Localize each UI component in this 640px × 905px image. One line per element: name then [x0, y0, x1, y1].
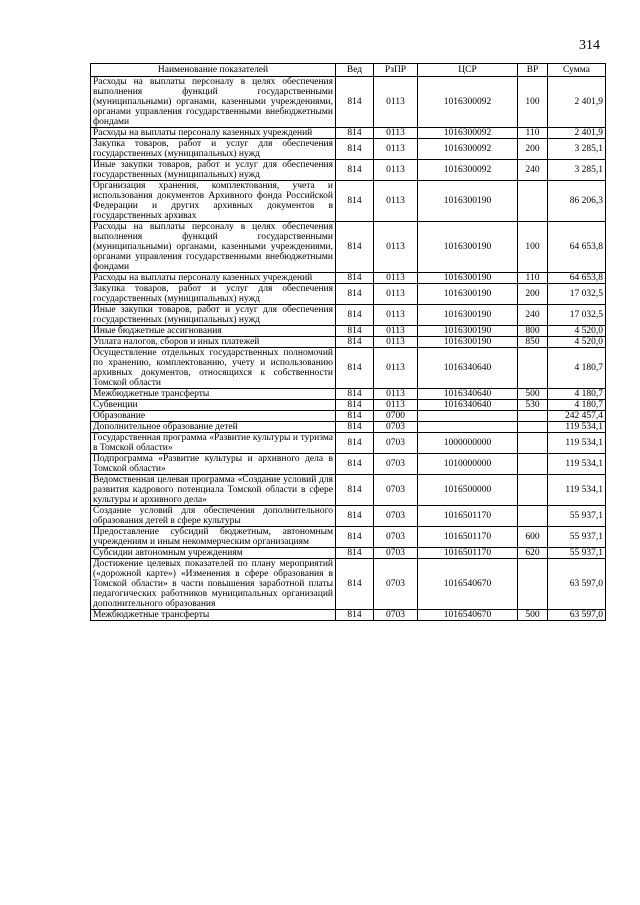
cell-csr: 1016500000 [418, 475, 518, 506]
cell-rzpr: 0113 [374, 128, 418, 139]
cell-vr [518, 506, 548, 527]
table-row [91, 422, 606, 433]
cell-name: Иные закупки товаров, работ и услуг для обеспечения государственных (муниципальных) нужд [91, 160, 336, 181]
cell-rzpr: 0113 [374, 389, 418, 400]
header-rzpr: РзПР [374, 64, 418, 77]
cell-ved: 814 [336, 284, 374, 305]
cell-ved: 814 [336, 506, 374, 527]
cell-ved: 814 [336, 128, 374, 139]
cell-rzpr: 0113 [374, 284, 418, 305]
cell-rzpr: 0703 [374, 506, 418, 527]
cell-vr: 240 [518, 160, 548, 181]
cell-csr: 1016300190 [418, 284, 518, 305]
page-number: 314 [579, 38, 600, 53]
cell-vr: 110 [518, 273, 548, 284]
table-row [91, 273, 606, 284]
cell-name: Иные закупки товаров, работ и услуг для обеспечения государственных (муниципальных) нужд [91, 305, 336, 326]
table-row [91, 389, 606, 400]
cell-sum: 2 401,9 [548, 128, 606, 139]
table-row [91, 548, 606, 559]
cell-ved: 814 [336, 559, 374, 610]
header-sum: Сумма [548, 64, 606, 77]
cell-ved: 814 [336, 548, 374, 559]
cell-rzpr: 0113 [374, 273, 418, 284]
cell-sum: 119 534,1 [548, 433, 606, 454]
cell-rzpr: 0113 [374, 181, 418, 222]
cell-csr: 1016300190 [418, 222, 518, 273]
cell-csr: 1016540670 [418, 559, 518, 610]
cell-ved: 814 [336, 160, 374, 181]
cell-vr: 200 [518, 284, 548, 305]
cell-sum: 119 534,1 [548, 454, 606, 475]
cell-sum: 63 597,0 [548, 610, 606, 621]
cell-ved: 814 [336, 326, 374, 337]
cell-name: Расходы на выплаты персоналу в целях обеспечения выполнения функций государственными (муниципальными) органами, казенными учреждениями, органами управления государственными внебюджетными фондами [91, 222, 336, 273]
table-row [91, 77, 606, 128]
cell-rzpr: 0703 [374, 433, 418, 454]
cell-rzpr: 0700 [374, 411, 418, 422]
header-ved: Вед [336, 64, 374, 77]
cell-name: Расходы на выплаты персоналу казенных учреждений [91, 128, 336, 139]
cell-ved: 814 [336, 337, 374, 348]
table-row [91, 610, 606, 621]
cell-name: Достижение целевых показателей по плану мероприятий («дорожной карте») «Изменения в сфере образования в Томской области» в части повышения заработной платы педагогических работников муниципальных организаций дополнительного образования [91, 559, 336, 610]
cell-ved: 814 [336, 454, 374, 475]
cell-sum: 4 180,7 [548, 348, 606, 389]
cell-name: Межбюджетные трансферты [91, 610, 336, 621]
cell-sum: 119 534,1 [548, 422, 606, 433]
cell-ved: 814 [336, 348, 374, 389]
cell-rzpr: 0113 [374, 160, 418, 181]
cell-csr: 1016300092 [418, 128, 518, 139]
cell-ved: 814 [336, 181, 374, 222]
cell-rzpr: 0703 [374, 422, 418, 433]
table-row [91, 305, 606, 326]
cell-name: Государственная программа «Развитие культуры и туризма в Томской области» [91, 433, 336, 454]
table-row [91, 400, 606, 411]
cell-name: Расходы на выплаты персоналу в целях обеспечения выполнения функций государственными (муниципальными) органами, казенными учреждениями, органами управления государственными внебюджетными фондами [91, 77, 336, 128]
header-csr: ЦСР [418, 64, 518, 77]
table-row [91, 433, 606, 454]
cell-name: Закупка товаров, работ и услуг для обеспечения государственных (муниципальных) нужд [91, 139, 336, 160]
cell-rzpr: 0703 [374, 610, 418, 621]
cell-csr: 1016300190 [418, 181, 518, 222]
cell-sum: 64 653,8 [548, 222, 606, 273]
cell-sum: 4 180,7 [548, 400, 606, 411]
cell-ved: 814 [336, 422, 374, 433]
cell-ved: 814 [336, 610, 374, 621]
cell-sum: 4 520,0 [548, 337, 606, 348]
cell-rzpr: 0113 [374, 326, 418, 337]
cell-name: Образование [91, 411, 336, 422]
cell-csr: 1016340640 [418, 348, 518, 389]
cell-rzpr: 0113 [374, 77, 418, 128]
cell-name: Субсидии автономным учреждениям [91, 548, 336, 559]
table-row [91, 128, 606, 139]
cell-csr: 1016340640 [418, 389, 518, 400]
cell-csr: 1016540670 [418, 610, 518, 621]
cell-rzpr: 0113 [374, 337, 418, 348]
cell-vr: 850 [518, 337, 548, 348]
cell-ved: 814 [336, 389, 374, 400]
cell-csr: 1016300190 [418, 337, 518, 348]
cell-vr: 600 [518, 527, 548, 548]
cell-sum: 64 653,8 [548, 273, 606, 284]
cell-vr [518, 475, 548, 506]
table-row [91, 475, 606, 506]
cell-rzpr: 0703 [374, 475, 418, 506]
cell-rzpr: 0113 [374, 400, 418, 411]
cell-csr: 1000000000 [418, 433, 518, 454]
cell-csr: 1016501170 [418, 548, 518, 559]
cell-rzpr: 0703 [374, 559, 418, 610]
cell-sum: 63 597,0 [548, 559, 606, 610]
cell-vr: 530 [518, 400, 548, 411]
cell-vr [518, 422, 548, 433]
cell-ved: 814 [336, 273, 374, 284]
table-row [91, 139, 606, 160]
cell-csr: 1016300092 [418, 77, 518, 128]
cell-csr: 1016300092 [418, 139, 518, 160]
cell-csr: 1016340640 [418, 400, 518, 411]
cell-rzpr: 0113 [374, 305, 418, 326]
cell-sum: 55 937,1 [548, 506, 606, 527]
cell-vr [518, 559, 548, 610]
table-row [91, 559, 606, 610]
cell-vr: 500 [518, 610, 548, 621]
cell-sum: 4 180,7 [548, 389, 606, 400]
cell-ved: 814 [336, 411, 374, 422]
cell-sum: 55 937,1 [548, 527, 606, 548]
cell-vr: 200 [518, 139, 548, 160]
cell-csr [418, 422, 518, 433]
table-row [91, 284, 606, 305]
cell-sum: 3 285,1 [548, 139, 606, 160]
cell-name: Субвенции [91, 400, 336, 411]
cell-csr: 1016300190 [418, 326, 518, 337]
table-row [91, 326, 606, 337]
cell-name: Организация хранения, комплектования, учета и использования документов Архивного фонда Российской Федерации и других архивных документов в государственных архивах [91, 181, 336, 222]
cell-csr: 1016501170 [418, 527, 518, 548]
table-row [91, 411, 606, 422]
cell-csr: 1010000000 [418, 454, 518, 475]
table-body [91, 77, 606, 621]
cell-name: Подпрограмма «Развитие культуры и архивного дела в Томской области» [91, 454, 336, 475]
cell-csr [418, 411, 518, 422]
cell-sum: 86 206,3 [548, 181, 606, 222]
cell-rzpr: 0113 [374, 222, 418, 273]
cell-ved: 814 [336, 475, 374, 506]
cell-ved: 814 [336, 305, 374, 326]
cell-rzpr: 0703 [374, 548, 418, 559]
cell-name: Иные бюджетные ассигнования [91, 326, 336, 337]
cell-name: Предоставление субсидий бюджетным, автономным учреждениям и иным некоммерческим организациям [91, 527, 336, 548]
cell-sum: 17 032,5 [548, 305, 606, 326]
cell-sum: 4 520,0 [548, 326, 606, 337]
cell-name: Создание условий для обеспечения дополнительного образования детей в сфере культуры [91, 506, 336, 527]
cell-csr: 1016300092 [418, 160, 518, 181]
table-row [91, 454, 606, 475]
budget-table [90, 63, 606, 621]
cell-sum: 119 534,1 [548, 475, 606, 506]
cell-csr: 1016300190 [418, 305, 518, 326]
cell-ved: 814 [336, 222, 374, 273]
cell-sum: 55 937,1 [548, 548, 606, 559]
header-vr: ВР [518, 64, 548, 77]
header-name: Наименование показателей [91, 64, 336, 77]
cell-sum: 3 285,1 [548, 160, 606, 181]
cell-rzpr: 0703 [374, 527, 418, 548]
cell-name: Расходы на выплаты персоналу казенных учреждений [91, 273, 336, 284]
cell-vr: 100 [518, 77, 548, 128]
cell-vr [518, 181, 548, 222]
cell-ved: 814 [336, 433, 374, 454]
cell-vr: 800 [518, 326, 548, 337]
table-row [91, 181, 606, 222]
cell-ved: 814 [336, 77, 374, 128]
table-row [91, 527, 606, 548]
cell-name: Ведомственная целевая программа «Создание условий для развития кадрового потенциала Томской области в сфере культуры и архивного дела» [91, 475, 336, 506]
cell-vr: 500 [518, 389, 548, 400]
table-row [91, 222, 606, 273]
cell-csr: 1016501170 [418, 506, 518, 527]
cell-ved: 814 [336, 139, 374, 160]
cell-name: Дополнительное образование детей [91, 422, 336, 433]
cell-sum: 2 401,9 [548, 77, 606, 128]
cell-csr: 1016300190 [418, 273, 518, 284]
cell-sum: 242 457,4 [548, 411, 606, 422]
cell-rzpr: 0113 [374, 348, 418, 389]
table-row [91, 337, 606, 348]
cell-vr [518, 454, 548, 475]
cell-sum: 17 032,5 [548, 284, 606, 305]
table-row [91, 506, 606, 527]
cell-vr: 620 [518, 548, 548, 559]
cell-vr [518, 411, 548, 422]
cell-name: Уплата налогов, сборов и иных платежей [91, 337, 336, 348]
cell-rzpr: 0113 [374, 139, 418, 160]
cell-vr: 240 [518, 305, 548, 326]
cell-name: Закупка товаров, работ и услуг для обеспечения государственных (муниципальных) нужд [91, 284, 336, 305]
cell-rzpr: 0703 [374, 454, 418, 475]
cell-vr [518, 348, 548, 389]
cell-vr: 100 [518, 222, 548, 273]
table-header-row [91, 64, 606, 77]
cell-ved: 814 [336, 400, 374, 411]
cell-name: Осуществление отдельных государственных полномочий по хранению, комплектованию, учету и использованию архивных документов, относящихся к собственности Томской области [91, 348, 336, 389]
table-row [91, 348, 606, 389]
cell-vr [518, 433, 548, 454]
table-row [91, 160, 606, 181]
cell-name: Межбюджетные трансферты [91, 389, 336, 400]
cell-ved: 814 [336, 527, 374, 548]
cell-vr: 110 [518, 128, 548, 139]
